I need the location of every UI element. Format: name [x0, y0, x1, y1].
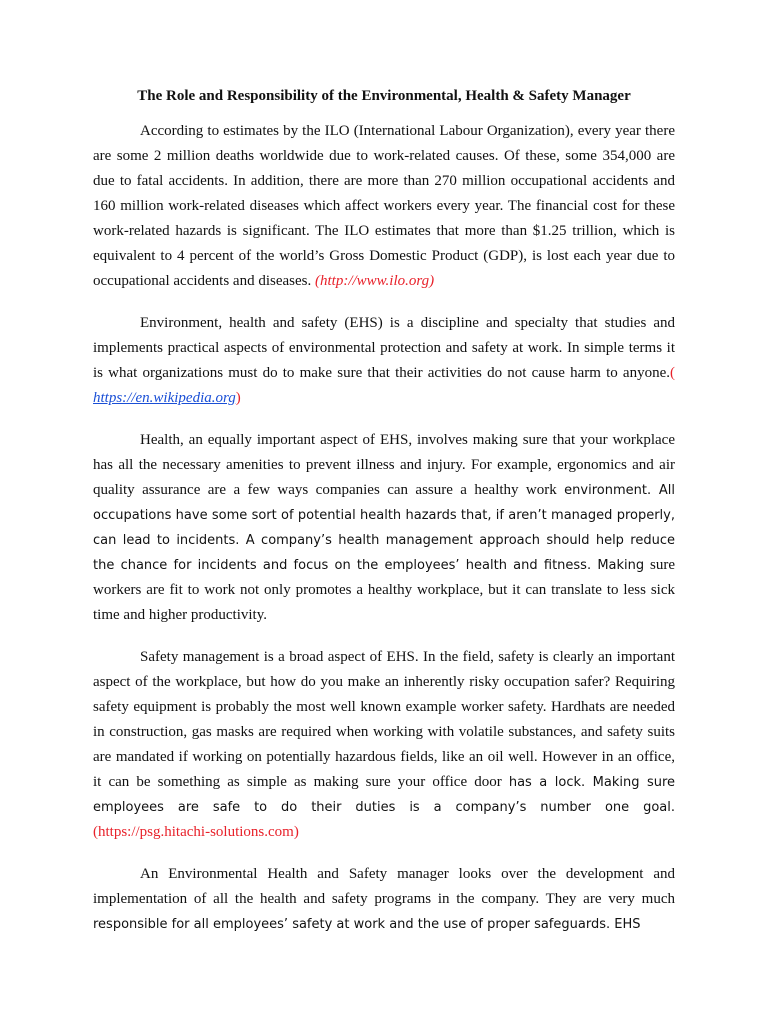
citation-close-paren: ) [235, 390, 241, 406]
citation-open-paren: ( [670, 365, 675, 381]
paragraph-ehs-manager [93, 862, 675, 937]
paragraph-text-sans: environment. All occupations have some sort of potential health hazards that, if aren’t managed properly, can lead to incidents. A company’s health management approach should help reduce the chance for incidents and focus on the employees’ health and fitness. Making [93, 483, 675, 573]
paragraph-text: Safety management is a broad aspect of EHS. In the field, safety is clearly an important aspect of the workplace, but how do you make an inherently risky occupation safer? Requiring safety equipment is probably the most well known example worker safety. Hardhats are needed in construction, gas masks are required when working with volatile substances, and safety suits are mandated if working on potentially hazardous fields, like an oil well. However in an office, it can be something as simple as making sure your office door [93, 649, 675, 790]
citation-ilo: (http://www.ilo.org) [315, 273, 435, 289]
paragraph-text: According to estimates by the ILO (International Labour Organization), every year there are some 2 million deaths worldwide due to work-related causes. Of these, some 354,000 are due to fatal accidents. In addition, there are more than 270 million occupational accidents and 160 million work-related diseases which affect workers every year. The financial cost for these work-related hazards is significant. The ILO estimates that more than $1.25 trillion, which is equivalent to 4 percent of the world’s Gross Domestic Product (GDP), is lost each year due to occupational accidents and diseases. [93, 123, 675, 289]
paragraph-text: sure workers are fit to work not only promotes a healthy workplace, but it can translate to less sick time and higher productivity. [93, 557, 675, 623]
paragraph-text-sans: responsible for all employees’ safety at work and the use of proper safeguards. EHS [93, 917, 641, 932]
paragraph-text: An Environmental Health and Safety manager looks over the development and implementation of all the health and safety programs in the company. They are very much [93, 866, 675, 907]
wikipedia-link[interactable]: https://en.wikipedia.org [93, 390, 236, 406]
paragraph-safety-management [93, 645, 675, 845]
paragraph-text: Environment, health and safety (EHS) is a discipline and specialty that studies and implements practical aspects of environmental protection and safety at work. In simple terms it is what organizations must do to make sure that their activities do not cause harm to anyone. [93, 315, 675, 381]
document-page [93, 84, 675, 954]
document-title: The Role and Responsibility of the Environmental, Health & Safety Manager [137, 88, 631, 104]
paragraph-health [93, 428, 675, 628]
paragraph-text: Health, an equally important aspect of EHS, involves making sure that your workplace has all the necessary amenities to prevent illness and injury. For example, ergonomics and air quality assurance are a few ways companies can assure a healthy work [93, 432, 675, 498]
citation-hitachi: (https://psg.hitachi-solutions.com) [93, 824, 299, 840]
paragraph-text-sans: has a lock. Making sure employees are safe to do their duties is a company’s number one goal. [93, 775, 676, 815]
paragraph-ehs-definition [93, 311, 675, 411]
paragraph-ilo-statistics [93, 119, 675, 294]
